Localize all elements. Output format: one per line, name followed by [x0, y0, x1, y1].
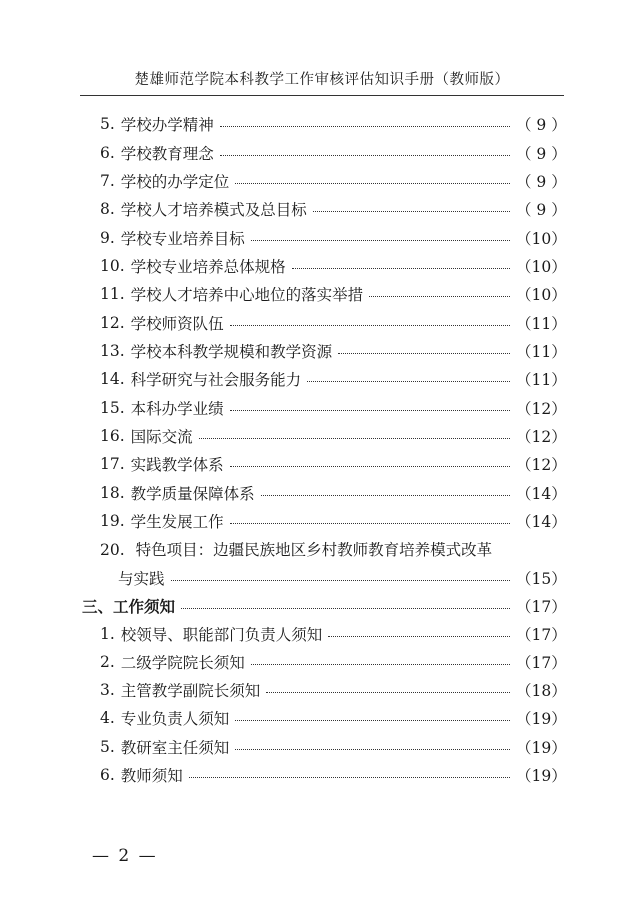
dot-leader [220, 126, 510, 127]
section-title: 三、工作须知 [82, 597, 176, 616]
toc-entry-page: （12） [516, 456, 567, 474]
toc-entry-number: 3. [100, 681, 115, 699]
toc-entry-title: 本科办学业绩 [130, 400, 224, 418]
toc-entry-page: （ 9 ） [516, 201, 567, 219]
toc-entry-page: （10） [516, 286, 567, 304]
toc-entry-title: 校领导、职能部门负责人须知 [120, 626, 323, 644]
toc-entry-number: 5. [100, 115, 115, 133]
toc-entry[interactable] [100, 197, 567, 221]
toc-entry-page: （10） [516, 230, 567, 248]
toc-entry-page: （15） [516, 570, 567, 588]
toc-entry-title: 学校本科教学规模和教学资源 [130, 343, 333, 361]
toc-entry-title: 教学质量保障体系 [130, 485, 255, 503]
toc-entry-page: （10） [516, 258, 567, 276]
toc-entry[interactable] [100, 282, 567, 306]
toc-entry-number: 11. [100, 285, 125, 303]
toc-entry-page: （11） [516, 371, 567, 389]
dot-leader [181, 608, 510, 609]
toc-entry[interactable] [100, 735, 567, 759]
toc-entry-number: 2. [100, 653, 115, 671]
toc-entry[interactable] [100, 678, 567, 702]
toc-entry[interactable] [100, 650, 567, 674]
dot-leader [171, 580, 510, 581]
toc-entry[interactable] [100, 509, 567, 533]
dot-leader [328, 636, 510, 637]
toc-entry-title: 国际交流 [130, 428, 193, 446]
toc-entry-number: 16. [100, 427, 125, 445]
toc-entry-page: （17） [516, 598, 567, 616]
dot-leader [338, 353, 510, 354]
toc-entry-page: （19） [516, 767, 567, 785]
toc-entry-title: 学校专业培养目标 [120, 230, 245, 248]
toc-entry-title: 学校办学精神 [120, 116, 214, 134]
toc-entry-title: 教研室主任须知 [120, 739, 230, 757]
toc-entry-page: （18） [516, 682, 567, 700]
toc-entry-title: 学校的办学定位 [120, 173, 230, 191]
toc-entry-page: （14） [516, 485, 567, 503]
toc-entry-title: 主管教学副院长须知 [120, 682, 261, 700]
toc-entry-page: （19） [516, 739, 567, 757]
toc-entry[interactable] [100, 481, 567, 505]
dot-leader [230, 410, 510, 411]
toc-entry-page: （11） [516, 343, 567, 361]
dot-leader [230, 523, 510, 524]
toc-entry-number: 20. [100, 541, 125, 559]
toc-entry-number: 6. [100, 144, 115, 162]
toc-entry[interactable] [100, 311, 567, 335]
toc-entry-title: 学校教育理念 [120, 145, 214, 163]
toc-entry[interactable] [100, 452, 567, 476]
toc-entry-title: 学校人才培养模式及总目标 [120, 201, 307, 219]
dot-leader [251, 240, 510, 241]
toc-entry[interactable] [100, 424, 567, 448]
toc-entry-page: （ 9 ） [516, 145, 567, 163]
toc-entry[interactable] [100, 226, 567, 250]
toc-entry-number: 6. [100, 766, 115, 784]
toc-entry-number: 18. [100, 484, 125, 502]
toc-entry-title: 实践教学体系 [130, 456, 224, 474]
running-header: 楚雄师范学院本科教学工作审核评估知识手册（教师版） [134, 72, 510, 88]
toc-entry-title-continued: 与实践 [118, 570, 165, 588]
toc-entry-title: 专业负责人须知 [120, 710, 230, 728]
toc-entry-number: 4. [100, 709, 115, 727]
toc-entry-number: 15. [100, 399, 125, 417]
toc-entry[interactable] [100, 169, 567, 193]
dot-leader [235, 749, 510, 750]
toc-entry-page: （ 9 ） [516, 116, 567, 134]
dot-leader [369, 296, 510, 297]
toc-entry-page: （17） [516, 654, 567, 672]
dot-leader [199, 438, 510, 439]
dot-leader [313, 211, 510, 212]
toc-entry-number: 10. [100, 257, 125, 275]
toc-entry-number: 1. [100, 625, 115, 643]
toc-entry[interactable] [100, 141, 567, 165]
toc-entry-first-line[interactable] [100, 538, 492, 562]
toc-entry-number: 19. [100, 512, 125, 530]
toc-entry[interactable] [100, 706, 567, 730]
dot-leader [230, 466, 510, 467]
toc-entry-page: （12） [516, 400, 567, 418]
toc-section-heading[interactable] [82, 594, 567, 618]
toc-entry-number: 17. [100, 455, 125, 473]
toc-entry[interactable] [118, 566, 567, 590]
toc-entry-number: 7. [100, 172, 115, 190]
toc-entry-page: （14） [516, 513, 567, 531]
dot-leader [292, 268, 510, 269]
toc-entry-number: 5. [100, 738, 115, 756]
toc-entry[interactable] [100, 254, 567, 278]
dot-leader [235, 720, 510, 721]
toc-entry-number: 13. [100, 342, 125, 360]
toc-entry-title: 科学研究与社会服务能力 [130, 371, 302, 389]
toc-entry-title: 特色项目：边疆民族地区乡村教师教育培养模式改革 [135, 541, 493, 559]
dot-leader [251, 664, 510, 665]
toc-entry-page: （19） [516, 710, 567, 728]
toc-entry-page: （12） [516, 428, 567, 446]
toc-entry-title: 学校专业培养总体规格 [130, 258, 286, 276]
dot-leader [235, 183, 510, 184]
toc-entry[interactable] [100, 622, 567, 646]
toc-entry[interactable] [100, 112, 567, 136]
dot-leader [266, 692, 510, 693]
toc-entry-number: 8. [100, 200, 115, 218]
toc-entry-title: 学校人才培养中心地位的落实举措 [130, 286, 364, 304]
toc-entry-number: 12. [100, 314, 125, 332]
dot-leader [189, 777, 510, 778]
toc-entry-title: 二级学院院长须知 [120, 654, 245, 672]
toc-entry-title: 学校师资队伍 [130, 315, 224, 333]
dot-leader [220, 155, 510, 156]
dot-leader [307, 381, 510, 382]
toc-entry-number: 14. [100, 370, 125, 388]
toc-entry-page: （17） [516, 626, 567, 644]
toc-entry[interactable] [100, 367, 567, 391]
page-number: — 2 — [92, 846, 158, 866]
toc-entry[interactable] [100, 396, 567, 420]
toc-entry[interactable] [100, 339, 567, 363]
dot-leader [261, 495, 510, 496]
toc-entry-number: 9. [100, 229, 115, 247]
toc-entry[interactable] [100, 763, 567, 787]
toc-entry-title: 学生发展工作 [130, 513, 224, 531]
toc-entry-page: （11） [516, 315, 567, 333]
toc-entry-page: （ 9 ） [516, 173, 567, 191]
dot-leader [230, 325, 510, 326]
toc-entry-title: 教师须知 [120, 767, 183, 785]
